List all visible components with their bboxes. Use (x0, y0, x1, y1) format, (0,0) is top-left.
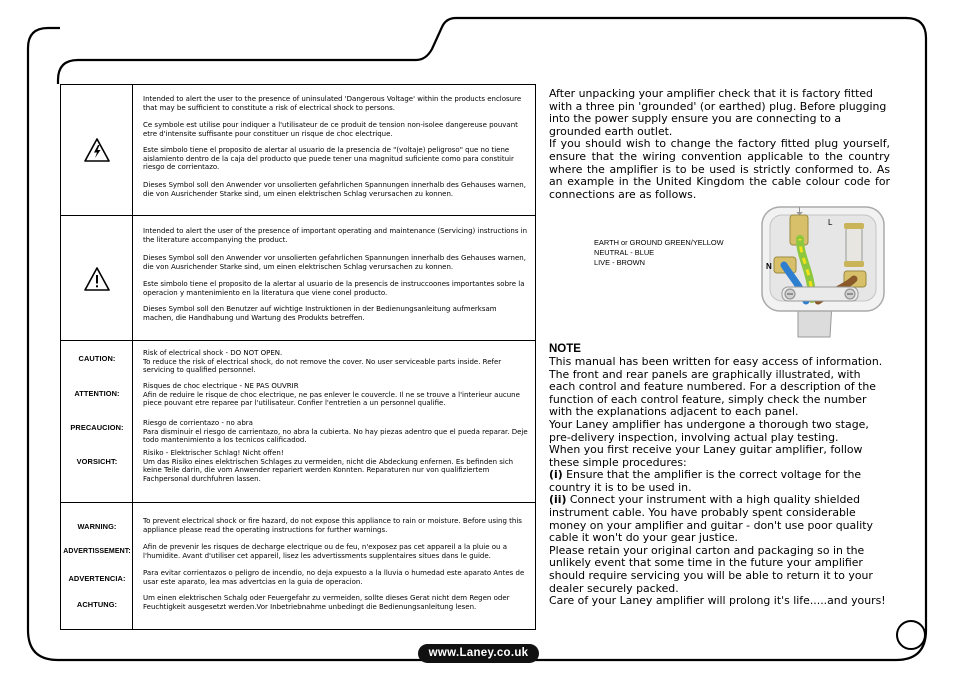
wiring-earth-label: EARTH or GROUND GREEN/YELLOW (594, 238, 724, 247)
plug-live-label: L (828, 218, 833, 227)
note-heading: NOTE (549, 343, 581, 356)
wiring-neutral-label: NEUTRAL - BLUE (594, 248, 655, 257)
caution-label-fr: ATTENTION: (74, 389, 120, 398)
note-paragraph-1: This manual has been written for easy access of information. The front and rear panels are graphically illustrated, with each control and feature numbered. For a description of the function of each control feature, simply check the number with the explanations adjacent to each panel. (549, 354, 883, 419)
instructions-text-de2: Dieses Symbol soll den Benutzer auf wichtige Instruktionen in der Bedienungsanleitung aufmerksam machen, die Handhabung und Wartung des Produkts betreffen. (143, 305, 497, 322)
warning-row-voltage (61, 85, 535, 216)
warning-text-en: To prevent electrical shock or fire hazard, do not expose this appliance to rain or moisture. Before using this appliance please read the operating instructions for further warnings. (143, 517, 522, 534)
symbol-text-cell (143, 85, 529, 215)
warning-text-es: Para evitar corrientazos o peligro de incendio, no deja expuesto a la lluvia o humedad este aparato Antes de usar este aparato, lea mas advertcias en la guia de operacion. (143, 569, 525, 586)
note-item-2-marker: (ii) (549, 493, 567, 507)
caution-text-fr: Risques de choc electrique - NE PAS OUVRIR Afin de reduire le risque de choc electrique, ne pas enlever le couvercle. Il ne se trouve a l'interieur aucune piece pouvant etre reparee par l'utilisateur. Confier l'entretien a un personnel qualifie. (143, 382, 520, 408)
note-paragraph-5: Care of your Laney amplifier will prolong it's life.....and yours! (549, 594, 886, 608)
note-item-1-text: Ensure that the amplifier is the correct voltage for the country it is to be used in. (549, 468, 862, 494)
note-item-2 (549, 494, 890, 544)
lightning-warning-icon (84, 137, 110, 163)
warning-text-cell (143, 503, 529, 629)
warning-row (61, 503, 535, 629)
warning-text-fr: Afin de prevenir les risques de decharge electrique ou de feu, n'exposez pas cet appareil a la pluie ou a l'humidite. Avant d'utiliser cet appareil, lisez les advertissments supplentaires situes dans le guide. (143, 543, 508, 560)
warning-label-de: ACHTUNG: (76, 600, 118, 609)
caution-label-es: PRECAUCION: (70, 423, 124, 432)
caution-label-en: CAUTION: (78, 354, 116, 363)
warning-text-de: Um einen elektrischen Schalg oder Feuergefahr zu vermeiden, sollte dieses Gerat nicht dem Regen oder Feuchtigkeit ausgesetzt werden.Vor Inbetriebnahme unbedingt die Bedienungsanleitung lesen. (143, 594, 510, 611)
plug-change-paragraph: If you should wish to change the factory fitted plug yourself, ensure that the wiring convention applicable to the country where the amplifier is to be used is strictly conformed to. As an example in the United Kingdom the cable colour code for connections are as follows. (549, 137, 890, 201)
fuse (846, 227, 862, 263)
voltage-text-fr: Ce symbole est utilise pour indiquer a l'utilisateur de ce produit de tension non-isolee dangereuse pouvant etre d'intensite suffisante pour constituer un risque de choc electrique. (143, 121, 518, 138)
symbol-text-cell (143, 216, 529, 340)
symbol-cell (61, 85, 133, 215)
website-url-badge[interactable]: www.Laney.co.uk (418, 644, 539, 663)
safety-table (60, 84, 536, 630)
plug-neutral-label: N (766, 262, 772, 271)
instructions-text-es: Este simbolo tiene el proposito de la alertar al usuario de la presencis de instruccoones importantes sobre la operacion y mantenimiento en la literatura que viene conel producto. (143, 280, 525, 297)
note-item-1 (549, 469, 890, 494)
warning-label-es: ADVERTENCIA: (68, 574, 126, 583)
wiring-live-label: LIVE - BROWN (594, 258, 645, 267)
note-paragraph-2: Your Laney amplifier has undergone a thorough two stage, pre-delivery inspection, involving actual play testing. (549, 417, 869, 444)
warning-label-fr: ADVERTISSEMENT: (63, 548, 131, 555)
caution-text-en: Risk of electrical shock - DO NOT OPEN. To reduce the risk of electrical shock, do not remove the cover. No user serviceable parts inside. Refer servicing to qualified personnel. (143, 349, 502, 375)
instructions-text-en: Intended to alert the user of the presence of important operating and maintenance (Servicing) instructions in the literature accompanying the product. (143, 227, 528, 244)
warning-label-en: WARNING: (77, 522, 117, 531)
plug-intro-paragraph: After unpacking your amplifier check that it is factory fitted with a three pin 'grounded' (or earthed) plug. Before plugging into the power supply ensure you are connecting to a grounded earth outlet. (549, 87, 887, 138)
caution-row (61, 341, 535, 503)
plug-earth-label: ⏚ (795, 208, 805, 218)
instructions-text-de1: Dieses Symbol soll den Anwender vor unsolierten gefahrlichen Spannungen innerhalb des Gehauses warnen, die von Ausrichender Starke sind, um einen elektrischen Schlag verursachen zu konnen. (143, 254, 526, 271)
exclamation-warning-icon (84, 266, 110, 292)
wiring-legend (594, 238, 724, 268)
note-paragraph-4: Please retain your original carton and packaging so in the unlikely event that some time in the future your amplifier should require servicing you will be able to return it to your dealer securely packed. (549, 543, 873, 595)
voltage-text-de: Dieses Symbol soll den Anwender vor unsolierten gefahrlichen Spannungen innerhalb des Gehauses warnen, die von Ausrichender Starke sind, um einen elektrischen Schlag verursachen zu konnen. (143, 181, 526, 198)
caution-label-cell (61, 341, 133, 502)
voltage-text-en: Intended to alert the user to the presence of uninsulated 'Dangerous Voltage' within the products enclosure that may be sufficient to constitute a risk of electrical shock to persons. (143, 95, 522, 112)
uk-plug-wiring-diagram (760, 203, 890, 343)
note-paragraph-3: When you first receive your Laney guitar amplifier, follow these simple procedures: (549, 443, 863, 469)
caution-text-es: Riesgo de corrientazo - no abra Para disminuir el riesgo de carrientazo, no abra la cubierta. No hay piezas adentro que el pueda reparar. Deje todo mantenimiento a los tecnicos calificadod. (143, 419, 528, 445)
voltage-text-es: Este simbolo tiene el proposito de alertar al usuario de la presencia de "(voltaje) peligroso" que no tiene aislamiento dentro de la caja del producto que puede tener una magnitud suficiente como para constituir riesgo de corrientazo. (143, 146, 514, 172)
note-item-1-marker: (i) (549, 468, 563, 482)
note-item-2-text: Connect your instrument with a high quality shielded instrument cable. You have probably spent considerable money on your amplifier and guitar - don't use poor quality cable it won't do your gear justice. (549, 493, 873, 545)
symbol-cell (61, 216, 133, 340)
page-number-circle (896, 620, 926, 650)
body-text (549, 88, 890, 608)
warning-row-instructions (61, 216, 535, 341)
warning-label-cell (61, 503, 133, 629)
caution-text-cell (143, 341, 529, 502)
caution-label-de: VORSICHT: (76, 457, 118, 466)
caution-text-de: Risiko - Elektrischer Schlag! Nicht offen! Um das Risiko eines elektrischen Schlages zu vermeiden, nicht die Abdeckung enfernen. Es befinden sich keine Teile darin, die vom Anwender repariert werden Konnten. Reparaturen nur von qualifiziertem Fachpersonal durchfuhren lassen. (143, 449, 514, 483)
